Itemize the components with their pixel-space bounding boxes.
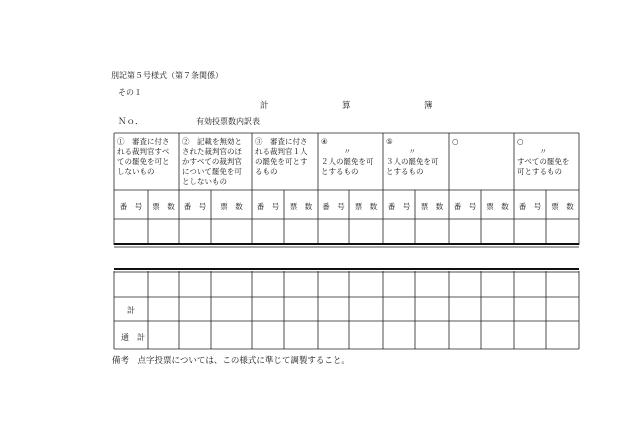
sub-header-number: 番 号 — [183, 202, 207, 211]
sub-header-votes: 票 数 — [420, 202, 444, 211]
sub-header-votes: 票 数 — [152, 202, 175, 211]
column-header-4: ④ 〃 ２人の罷免を可 とするもの — [321, 137, 374, 176]
title-char-3: 簿 — [424, 101, 433, 111]
sub-header-votes: 票 数 — [354, 202, 378, 211]
sub-header-votes: 票 数 — [289, 202, 313, 211]
sub-header-number: 番 号 — [322, 202, 345, 211]
title-char-1: 計 — [260, 101, 269, 111]
sub-header-votes: 票 数 — [220, 202, 243, 211]
column-header-2: ② 記載を無効と された裁判官のほ かすべての裁判官 について罷免を可 としないもの — [182, 137, 242, 186]
total-row-label: 計 — [127, 306, 135, 315]
title-char-2: 算 — [342, 101, 351, 111]
column-header-1: ① 審査に付さ れる裁判官すべ ての罷免を可と しないもの — [117, 137, 170, 176]
grand-total-row-label: 通 計 — [121, 333, 145, 342]
sub-header-number: 番 号 — [387, 202, 411, 211]
remarks-note: 備考 点字投票については、この様式に準じて調製すること。 — [112, 356, 350, 366]
sub-header-number: 番 号 — [453, 202, 477, 211]
form-part: その１ — [118, 88, 142, 97]
sub-header-votes: 票 数 — [551, 202, 574, 211]
column-header-5: ⑤ 〃 ３人の罷免を可 とするもの — [386, 137, 439, 176]
column-header-6: ○ — [452, 137, 459, 146]
sub-header-number: 番 号 — [119, 202, 143, 211]
column-header-3: ③ 審査に付さ れる裁判官１人 の罷免を可とす るもの — [255, 137, 308, 176]
sub-header-votes: 票 数 — [486, 202, 509, 211]
form-id: 別記第５号様式（第７条関係） — [111, 71, 223, 80]
sub-header-number: 番 号 — [256, 202, 280, 211]
number-label: Ｎｏ． — [118, 117, 144, 127]
column-header-7: ○ 〃 すべての罷免を 可とするもの — [517, 137, 570, 176]
sub-header-number: 番 号 — [518, 202, 542, 211]
table-subtitle: 有効投票数内訳表 — [196, 117, 260, 126]
